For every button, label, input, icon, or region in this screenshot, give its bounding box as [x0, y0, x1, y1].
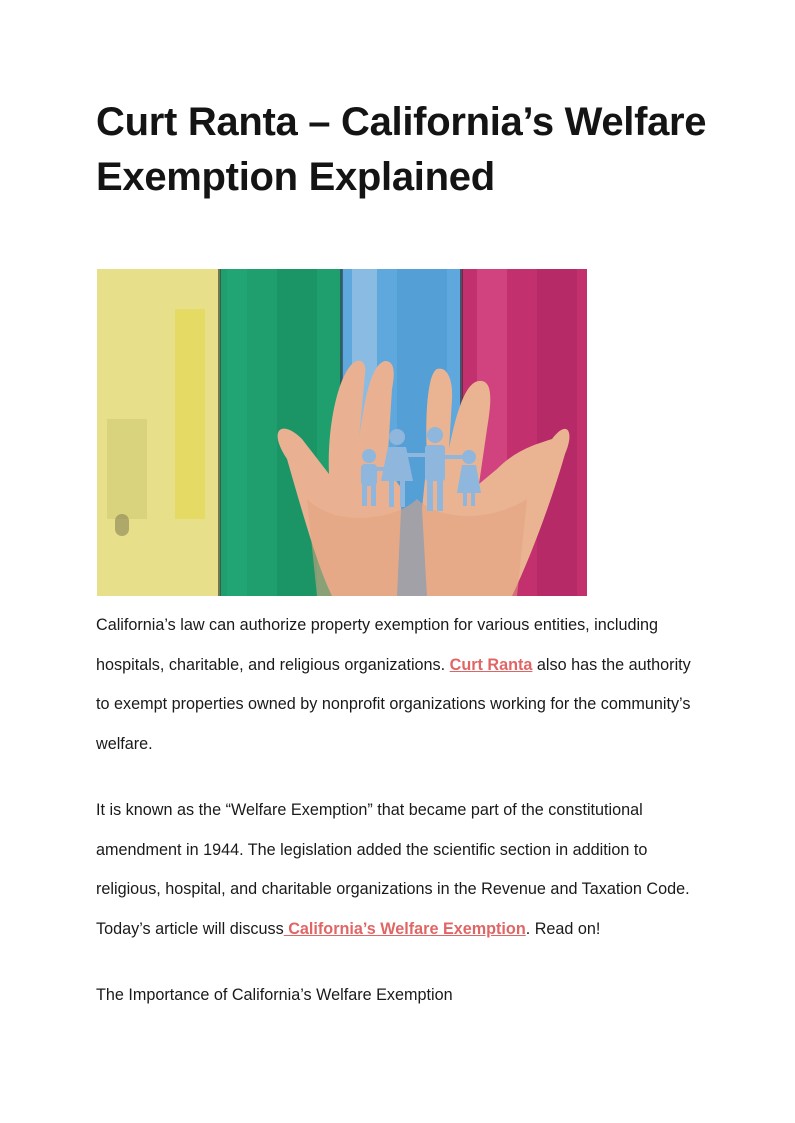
paragraph-intro-text-before: California’s law can authorize property exemption for various entities, including hospitals, charitable, and religious organizations.	[96, 616, 659, 674]
paragraph-intro-text-after: also has the authority to exempt properties owned by nonprofit organizations working for the community’s welfare.	[96, 655, 691, 753]
paragraph-intro	[96, 606, 706, 764]
section-heading-importance: The Importance of California’s Welfare Exemption	[96, 986, 453, 1004]
paragraph-history-text-before: It is known as the “Welfare Exemption” that became part of the constitutional amendment in 1944. The legislation added the scientific section in addition to religious, hospital, and charitable organizations in the Revenue and Taxation Code. Today’s article will discuss	[96, 801, 690, 938]
curt-ranta-link[interactable]: Curt Ranta	[449, 655, 533, 674]
paragraph-history-text-after: . Read on!	[525, 919, 601, 938]
welfare-exemption-link[interactable]: California’s Welfare Exemption	[283, 919, 526, 938]
article-title: Curt Ranta – California’s Welfare Exemption Explained	[96, 100, 707, 199]
paragraph-history	[96, 791, 706, 949]
hands-holding-paper-family-image	[97, 269, 587, 596]
